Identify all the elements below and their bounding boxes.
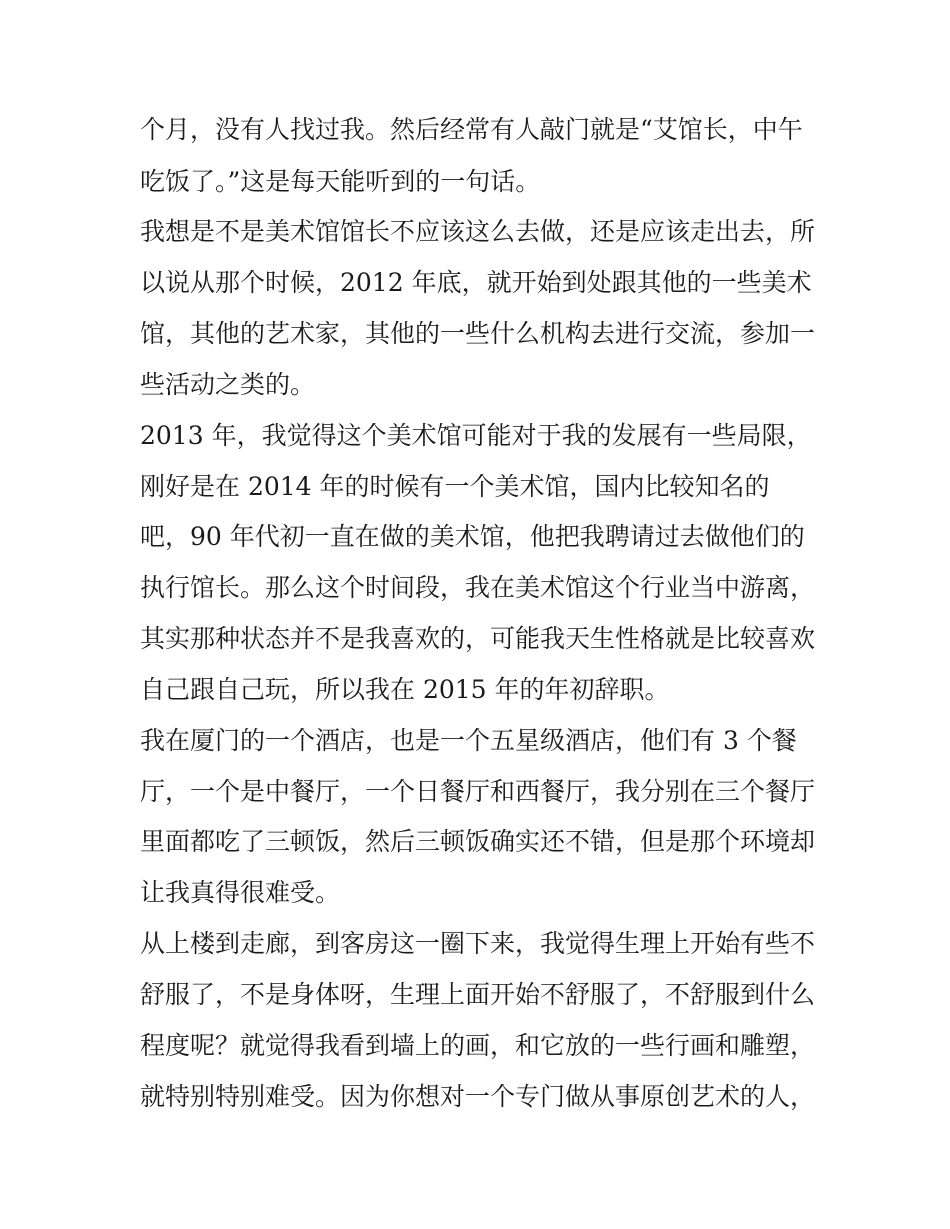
- text-line: 我在厦门的一个酒店，也是一个五星级酒店，他们有 3 个餐: [140, 726, 797, 755]
- text-line: 自己跟自己玩，所以我在 2015 年的年初辞职。: [140, 675, 670, 704]
- text-line: 从上楼到走廊，到客房这一圈下来，我觉得生理上开始有些不: [140, 929, 816, 958]
- text-line: 吧，90 年代初一直在做的美术馆，他把我聘请过去做他们的: [140, 522, 805, 551]
- text-line: 执行馆长。那么这个时间段，我在美术馆这个行业当中游离，: [140, 573, 816, 602]
- text-line: 刚好是在 2014 年的时候有一个美术馆，国内比较知名的: [140, 472, 770, 501]
- text-line: 个月，没有人找过我。然后经常有人敲门就是“艾馆长，中午: [140, 115, 803, 144]
- text-line: 2013 年，我觉得这个美术馆可能对于我的发展有一些局限，: [140, 421, 812, 450]
- text-line: 让我真得很难受。: [140, 878, 341, 907]
- text-line: 我想是不是美术馆馆长不应该这么去做，还是应该走出去，所: [140, 217, 816, 246]
- text-line: 些活动之类的。: [140, 370, 316, 399]
- text-line: 里面都吃了三顿饭，然后三顿饭确实还不错，但是那个环境却: [140, 827, 816, 856]
- text-line: 馆，其他的艺术家，其他的一些什么机构去进行交流，参加一: [140, 319, 816, 348]
- text-line: 其实那种状态并不是我喜欢的，可能我天生性格就是比较喜欢: [140, 624, 816, 653]
- text-line: 吃饭了。”这是每天能听到的一句话。: [140, 167, 541, 196]
- text-line: 程度呢？就觉得我看到墙上的画，和它放的一些行画和雕塑，: [140, 1031, 816, 1060]
- text-line: 以说从那个时候，2012 年底，就开始到处跟其他的一些美术: [140, 268, 812, 297]
- text-line: 厅，一个是中餐厅，一个日餐厅和西餐厅，我分别在三个餐厅: [140, 777, 816, 806]
- text-line: 就特别特别难受。因为你想对一个专门做从事原创艺术的人，: [140, 1082, 816, 1111]
- text-line: 舒服了，不是身体呀，生理上面开始不舒服了，不舒服到什么: [140, 980, 816, 1009]
